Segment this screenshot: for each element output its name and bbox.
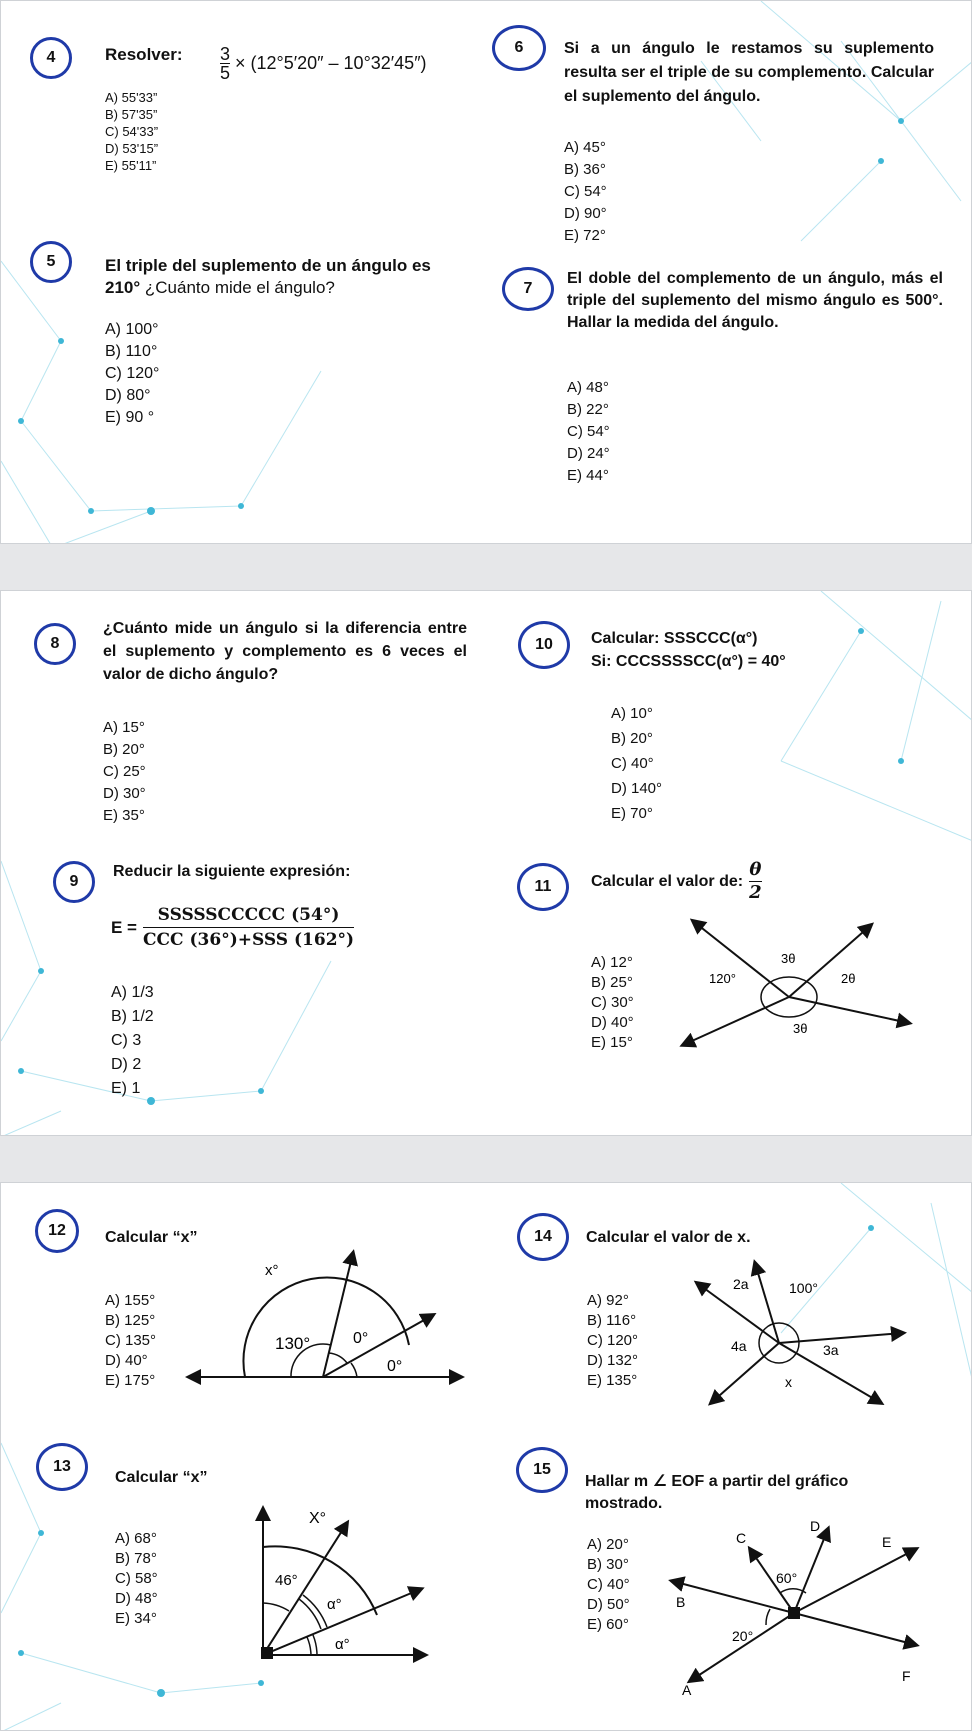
question-10-stem [591, 627, 786, 673]
question-8-stem: ¿Cuánto mide un ángulo si la diferencia entre el suplemento y complemento es 6 veces el valor de dicho ángulo? [103, 620, 467, 683]
question-5-number: 5 [30, 241, 72, 283]
option: A) 100° [105, 321, 159, 338]
question-6-number: 6 [492, 25, 546, 71]
question-6-options [564, 137, 607, 247]
option: A) 55'33” [105, 90, 158, 105]
question-4-prompt: Resolver: [105, 45, 183, 64]
option: D) 40° [105, 1352, 148, 1369]
question-14-options [587, 1291, 638, 1391]
option: B) 36° [564, 161, 606, 178]
question-9-prompt: Reducir la siguiente expresión: [113, 863, 351, 880]
option: C) 40° [587, 1576, 630, 1593]
question-8-number: 8 [34, 623, 76, 665]
option: B) 22° [567, 401, 609, 418]
arc-20 [766, 1609, 770, 1625]
expression-text: × (12°5′20″ – 10°32′45″) [235, 53, 427, 73]
option: B) 25° [591, 974, 633, 991]
fraction-denominator: 5 [220, 63, 231, 83]
vertex-marker [788, 1607, 800, 1619]
ray-up [755, 1263, 779, 1343]
ray-lower-left [683, 997, 789, 1045]
option: C) 25° [103, 763, 146, 780]
option: E) 90 ° [105, 409, 155, 426]
expression-fraction [143, 903, 354, 952]
ray-upper-right [789, 925, 871, 997]
label-2theta: 2θ [841, 971, 856, 986]
option: D) 80° [105, 387, 151, 404]
option: A) 20° [587, 1536, 629, 1553]
question-10-options [611, 701, 662, 826]
question-12-number: 12 [35, 1209, 79, 1253]
question-9-expression [111, 903, 354, 952]
arc-theta-1 [329, 1353, 347, 1363]
question-4-number: 4 [30, 37, 72, 79]
option: C) 58° [115, 1570, 158, 1587]
option: E) 55'11” [105, 158, 157, 173]
option: E) 35° [103, 807, 145, 824]
option: C) 54° [564, 183, 607, 200]
fraction [220, 45, 230, 82]
option: B) 30° [587, 1556, 629, 1573]
question-15-prompt: Hallar m ∠ EOF a partir del gráfico mostrado. [585, 1473, 849, 1512]
ray-A [690, 1613, 794, 1681]
label-alpha-2: α° [335, 1636, 350, 1653]
option: C) 54° [567, 423, 610, 440]
question-13-number: 13 [36, 1443, 88, 1491]
option: A) 48° [567, 379, 609, 396]
label-130: 130° [275, 1334, 311, 1353]
question-15-figure [666, 1513, 936, 1703]
option: D) 50° [587, 1596, 630, 1613]
label-theta-bottom: 0° [387, 1358, 403, 1375]
fraction-denominator: 2 [749, 882, 762, 903]
question-11-figure [671, 913, 921, 1073]
question-13-prompt: Calcular “x” [115, 1469, 208, 1486]
prompt-text: Calcular el valor de: [591, 872, 744, 890]
option: E) 70° [611, 805, 653, 822]
option: D) 48° [115, 1590, 158, 1607]
ray-upper-left [693, 921, 789, 997]
option: C) 3 [111, 1032, 142, 1049]
option: D) 53'15” [105, 141, 159, 156]
label-D: D [810, 1518, 821, 1534]
option: E) 1 [111, 1080, 141, 1097]
option: D) 140° [611, 780, 663, 797]
label-x: x [785, 1374, 792, 1390]
option: A) 155° [105, 1292, 156, 1309]
question-5-stem [105, 255, 475, 299]
fraction-numerator: 3 [220, 44, 231, 64]
question-14-figure [691, 1253, 941, 1423]
label-100: 100° [789, 1280, 818, 1296]
label-46: 46° [275, 1572, 298, 1589]
option: B) 110° [105, 343, 158, 360]
option: B) 125° [105, 1312, 156, 1329]
fraction-numerator: θ [749, 859, 762, 880]
ray-D [794, 1529, 828, 1613]
question-11-options [591, 953, 634, 1053]
label-theta-top: 0° [353, 1330, 369, 1347]
option: B) 20° [103, 741, 145, 758]
ray-up [323, 1253, 353, 1377]
question-15-options [587, 1535, 630, 1635]
expression-lhs: E = [111, 917, 137, 937]
option: C) 120° [587, 1332, 639, 1349]
stem-line-1: Calcular: SSSCCC(α°) [591, 630, 758, 647]
option: A) 10° [611, 705, 653, 722]
question-7-options [567, 377, 610, 487]
fraction-denominator: CCC (36°)+SSS (162°) [143, 930, 355, 950]
arc-alpha-2 [307, 1637, 311, 1655]
question-4-expression [220, 45, 427, 82]
stem-part-2: . Hallar la medida del ángulo. [567, 292, 943, 331]
option: C) 135° [105, 1332, 157, 1349]
stem-line-1: El triple del suplemento de un ángulo es [105, 256, 431, 275]
label-60: 60° [776, 1570, 798, 1586]
slide-3 [0, 1182, 972, 1731]
arc-46 [263, 1603, 289, 1611]
question-14-number: 14 [517, 1213, 569, 1261]
stem-line-2: Si: CCCSSSSCC(α°) = 40° [591, 653, 786, 670]
arc-alpha-1 [299, 1599, 321, 1629]
label-x: x° [265, 1262, 279, 1279]
question-5-options [105, 319, 159, 429]
label-F: F [902, 1668, 911, 1684]
arc-theta-2 [351, 1363, 357, 1377]
label-3theta-bottom: 3θ [793, 1021, 808, 1036]
theta-fraction [749, 859, 762, 904]
option: A) 45° [564, 139, 606, 156]
stem-bold-value: 500° [905, 292, 939, 309]
option: E) 44° [567, 467, 609, 484]
option: B) 116° [587, 1312, 637, 1329]
stem-part-1: El doble del complemento de un ángulo, más el triple del suplemento del mismo ángulo es [567, 270, 943, 309]
question-11-prompt [591, 859, 762, 904]
question-15-number: 15 [516, 1447, 568, 1493]
ray-E [794, 1549, 916, 1613]
question-7-stem [567, 268, 943, 334]
arc-alpha-1b [303, 1595, 327, 1627]
question-9-number: 9 [53, 861, 95, 903]
option: A) 1/3 [111, 984, 154, 1001]
option: A) 68° [115, 1530, 157, 1547]
option: D) 132° [587, 1352, 639, 1369]
question-13-options [115, 1529, 158, 1629]
question-14-prompt: Calcular el valor de x. [586, 1229, 751, 1246]
stem-line-2: ¿Cuánto mide el ángulo? [140, 278, 335, 297]
label-120: 120° [709, 971, 736, 986]
label-x: X° [309, 1510, 327, 1527]
slide-2 [0, 590, 972, 1136]
option: A) 12° [591, 954, 633, 971]
option: C) 30° [591, 994, 634, 1011]
option: E) 175° [105, 1372, 156, 1389]
option: C) 54'33” [105, 124, 159, 139]
label-3theta-top: 3θ [781, 951, 796, 966]
option: B) 20° [611, 730, 653, 747]
question-13-figure [241, 1503, 441, 1673]
option: E) 15° [591, 1034, 633, 1051]
label-alpha-1: α° [327, 1596, 342, 1613]
ray-diagonal [323, 1315, 433, 1377]
option: E) 60° [587, 1616, 629, 1633]
option: D) 30° [103, 785, 146, 802]
stem-bold-value: 210° [105, 278, 141, 297]
label-4a: 4a [731, 1338, 747, 1354]
option: D) 2 [111, 1056, 142, 1073]
option: C) 40° [611, 755, 654, 772]
label-A: A [682, 1682, 692, 1698]
option: E) 72° [564, 227, 606, 244]
question-12-figure [181, 1245, 471, 1395]
question-9-options [111, 981, 154, 1101]
label-3a: 3a [823, 1342, 839, 1358]
question-12-options [105, 1291, 156, 1391]
option: A) 15° [103, 719, 145, 736]
label-E: E [882, 1534, 892, 1550]
option: E) 34° [115, 1610, 157, 1627]
question-7-number: 7 [502, 267, 554, 311]
ray-F [794, 1613, 916, 1645]
question-11-number: 11 [517, 863, 569, 911]
option: C) 120° [105, 365, 160, 382]
slide-1 [0, 0, 972, 544]
question-12-prompt: Calcular “x” [105, 1229, 198, 1246]
arc-alpha-2b [313, 1635, 317, 1655]
question-8-options [103, 717, 146, 827]
question-6-stem: Si a un ángulo le restamos su suplemento resulta ser el triple de su complemento. Calcular el suplemento del ángulo. [564, 40, 934, 105]
label-C: C [736, 1530, 747, 1546]
label-2a: 2a [733, 1276, 749, 1292]
ray-right [789, 997, 909, 1023]
question-10-number: 10 [518, 621, 570, 669]
option: D) 90° [564, 205, 607, 222]
option: D) 40° [591, 1014, 634, 1031]
question-4-options [105, 89, 158, 174]
label-20: 20° [732, 1628, 754, 1644]
option: E) 135° [587, 1372, 638, 1389]
label-B: B [676, 1594, 686, 1610]
fraction-numerator: SSSSSCCCCC (54°) [157, 905, 340, 925]
ray-upper-left [697, 1283, 779, 1343]
option: B) 1/2 [111, 1008, 154, 1025]
option: A) 92° [587, 1292, 629, 1309]
option: D) 24° [567, 445, 610, 462]
option: B) 57'35” [105, 107, 158, 122]
option: B) 78° [115, 1550, 157, 1567]
